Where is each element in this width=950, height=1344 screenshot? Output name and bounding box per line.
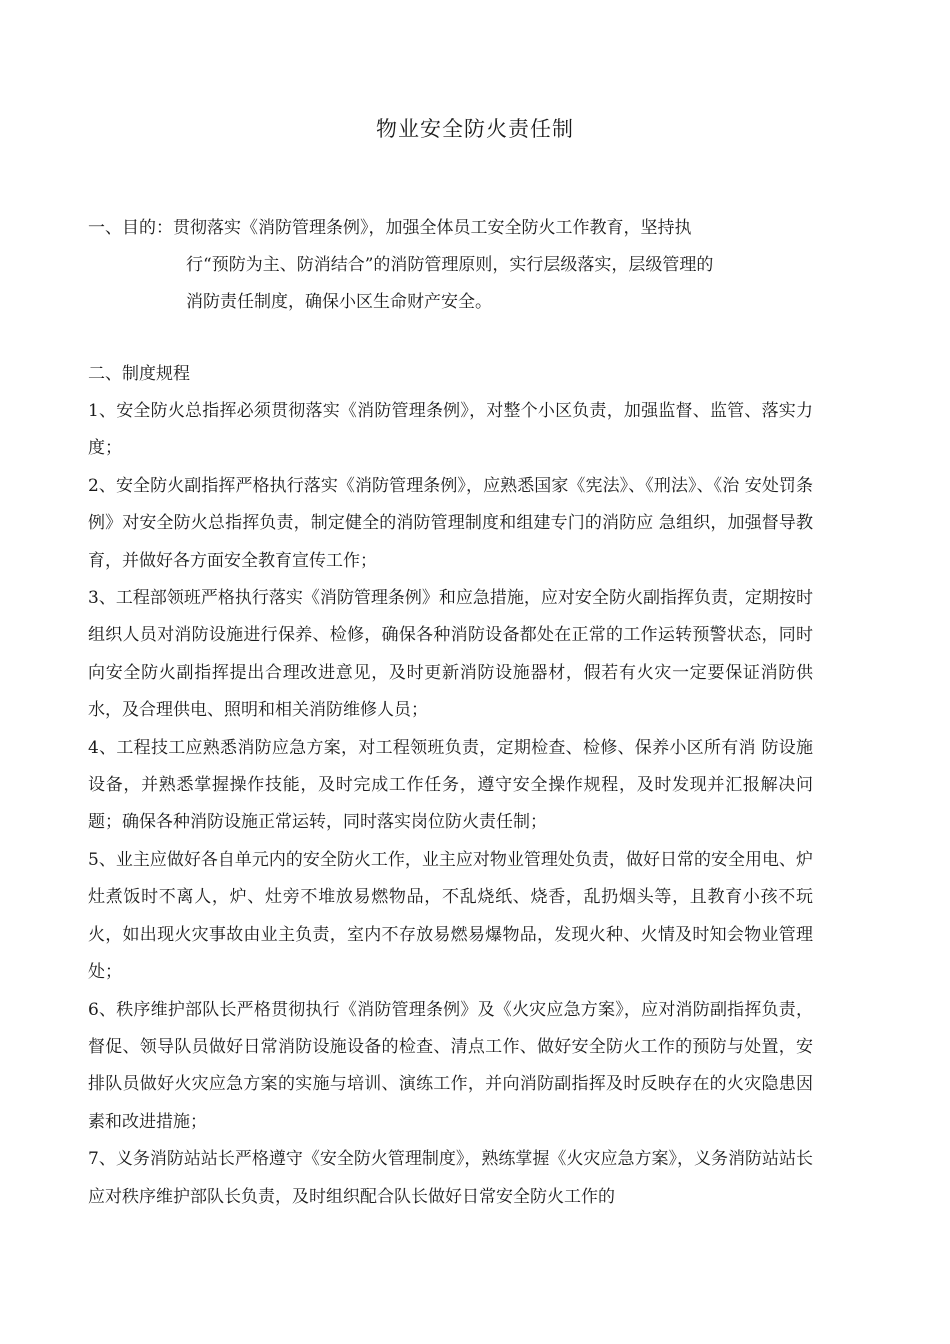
rule-item-7: 7、义务消防站站长严格遵守《安全防火管理制度》，熟练掌握《火灾应急方案》，义务消防站站长应对秩序维护部队长负责，及时组织配合队长做好日常安全防火工作的	[88, 1149, 813, 1207]
rule-item-4: 4、工程技工应熟悉消防应急方案，对工程领班负责，定期检查、检修、保养小区所有消 防设施设备，并熟悉掌握操作技能，及时完成工作任务，遵守安全操作规程，及时发现并汇报解决问题；确保各种消防设施正常运转，同时落实岗位防火责任制；	[88, 737, 813, 833]
rule-item-3: 3、工程部领班严格执行落实《消防管理条例》和应急措施，应对安全防火副指挥负责，定期按时组织人员对消防设施进行保养、检修，确保各种消防设备都处在正常的工作运转预警状态，同时向安全防火副指挥提出合理改进意见，及时更新消防设施器材，假若有火灾一定要保证消防供水，及合理供电、照明和相关消防维修人员；	[88, 588, 813, 721]
rule-item-5: 5、业主应做好各自单元内的安全防火工作，业主应对物业管理处负责，做好日常的安全用电、炉灶煮饭时不离人，炉、灶旁不堆放易燃物品，不乱烧纸、烧香，乱扔烟头等，且教育小孩不玩火，如出现火灾事故由业主负责，室内不存放易燃易爆物品，发现火种、火情及时知会物业管理处；	[88, 849, 813, 983]
purpose-line-2: 行“预防为主、防消结合”的消防管理原则，实行层级落实，层级管理的	[186, 255, 714, 275]
document-title: 物业安全防火责任制	[376, 117, 574, 141]
rule-item-1: 1、安全防火总指挥必须贯彻落实《消防管理条例》，对整个小区负责，加强监督、监管、落实力度；	[88, 401, 813, 459]
rule-item-6: 6、秩序维护部队长严格贯彻执行《消防管理条例》及《火灾应急方案》，应对消防副指挥负责，督促、领导队员做好日常消防设施设备的检查、清点工作、做好安全防火工作的预防与处置，安排队员做好火灾应急方案的实施与培训、演练工作，并向消防副指挥及时反映存在的火灾隐患因素和改进措施；	[88, 999, 813, 1132]
purpose-line-3: 消防责任制度，确保小区生命财产安全。	[186, 292, 492, 312]
section-heading-rules: 二、制度规程	[88, 364, 190, 384]
rule-item-2: 2、安全防火副指挥严格执行落实《消防管理条例》，应熟悉国家《宪法》、《刑法》、《治 安处罚条例》对安全防火总指挥负责，制定健全的消防管理制度和组建专门的消防应 急组织，加强督导教育，并做好各方面安全教育宣传工作；	[88, 475, 813, 571]
rules-list	[88, 393, 813, 1216]
purpose-line-1: 一、目的：贯彻落实《消防管理条例》，加强全体员工安全防火工作教育，坚持执	[88, 218, 692, 238]
purpose-paragraph	[88, 210, 813, 321]
